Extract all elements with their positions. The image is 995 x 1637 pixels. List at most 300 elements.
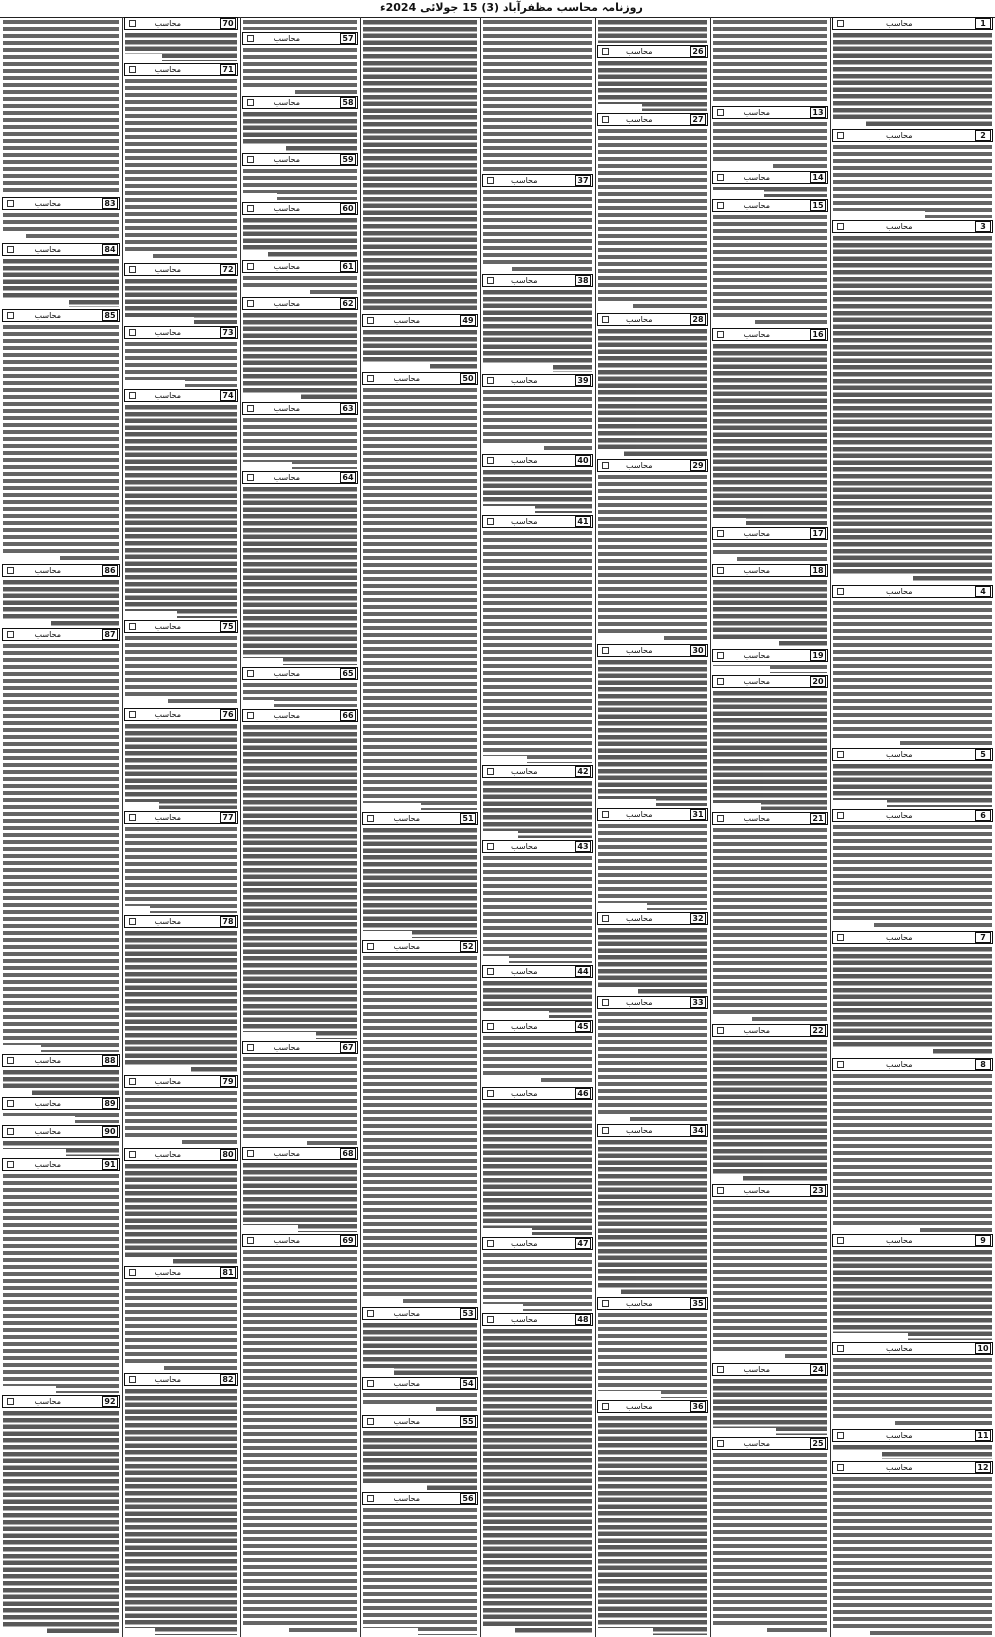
column-divider (240, 17, 241, 1637)
article-header (124, 1075, 238, 1088)
section-label: محاسب (626, 914, 653, 923)
article-header (124, 389, 238, 402)
article-text-block (483, 780, 592, 838)
section-label: محاسب (154, 1077, 181, 1086)
corner-mark-icon (487, 377, 494, 384)
corner-mark-icon (129, 1376, 136, 1383)
section-label: محاسب (511, 1022, 538, 1031)
section-label: محاسب (273, 473, 300, 482)
corner-mark-icon (7, 567, 14, 574)
article-number: 24 (810, 1364, 826, 1375)
article-header (712, 649, 828, 662)
corner-mark-icon (247, 205, 254, 212)
corner-mark-icon (487, 1023, 494, 1030)
article-header (832, 585, 993, 598)
article-number: 64 (340, 472, 356, 483)
news-column (240, 17, 360, 1637)
article-text-block (125, 78, 237, 261)
news-column (830, 17, 995, 1637)
article-number: 18 (810, 565, 826, 576)
article-header (2, 1054, 120, 1067)
corner-mark-icon (837, 588, 844, 595)
article-text-block (483, 1252, 592, 1311)
corner-mark-icon (602, 1300, 609, 1307)
article-text-block (833, 946, 992, 1056)
article-number: 44 (575, 966, 591, 977)
article-header (124, 263, 238, 276)
corner-mark-icon (129, 392, 136, 399)
article-number: 55 (460, 1416, 476, 1427)
section-label: محاسب (626, 315, 653, 324)
article-number: 88 (102, 1055, 118, 1066)
article-text-block (363, 1430, 477, 1490)
page-body (0, 17, 995, 1637)
corner-mark-icon (7, 1128, 14, 1135)
article-number: 63 (340, 403, 356, 414)
article-number: 72 (220, 264, 236, 275)
article-number: 84 (102, 244, 118, 255)
article-text-block (363, 1392, 477, 1413)
article-text-block (243, 19, 357, 30)
article-text-block (713, 1378, 827, 1435)
article-header (597, 1297, 708, 1310)
article-text-block (713, 214, 827, 326)
article-header (832, 748, 993, 761)
article-number: 45 (575, 1021, 591, 1032)
article-header (242, 297, 358, 310)
article-header (124, 1148, 238, 1161)
article-header (597, 1124, 708, 1137)
article-header (2, 1158, 120, 1171)
section-label: محاسب (154, 391, 181, 400)
news-column (710, 17, 830, 1637)
section-label: محاسب (34, 311, 61, 320)
article-header (712, 106, 828, 119)
section-label: محاسب (154, 622, 181, 631)
article-number: 17 (810, 528, 826, 539)
section-label: محاسب (154, 328, 181, 337)
corner-mark-icon (129, 329, 136, 336)
section-label: محاسب (154, 65, 181, 74)
section-label: محاسب (886, 933, 913, 942)
article-number: 85 (102, 310, 118, 321)
section-label: محاسب (743, 1439, 770, 1448)
article-header (242, 153, 358, 166)
article-number: 1 (975, 18, 991, 29)
article-header (124, 1373, 238, 1386)
article-number: 73 (220, 327, 236, 338)
article-header (242, 667, 358, 680)
section-label: محاسب (393, 814, 420, 823)
article-number: 12 (975, 1462, 991, 1473)
article-number: 42 (575, 766, 591, 777)
section-label: محاسب (511, 456, 538, 465)
corner-mark-icon (129, 814, 136, 821)
article-header (362, 372, 478, 385)
article-text-block (833, 235, 992, 583)
article-text-block (243, 1056, 357, 1145)
article-text-block (125, 1163, 237, 1264)
article-header (597, 644, 708, 657)
article-text-block (833, 763, 992, 807)
article-header (712, 1437, 828, 1450)
article-header (242, 402, 358, 415)
article-number: 90 (102, 1126, 118, 1137)
article-header (832, 1429, 993, 1442)
corner-mark-icon (247, 1044, 254, 1051)
article-number: 54 (460, 1378, 476, 1389)
section-label: محاسب (743, 1365, 770, 1374)
article-header (362, 812, 478, 825)
article-text-block (713, 343, 827, 525)
article-header (242, 709, 358, 722)
section-label: محاسب (34, 1397, 61, 1406)
corner-mark-icon (367, 375, 374, 382)
section-label: محاسب (154, 1375, 181, 1384)
article-header (482, 965, 593, 978)
article-header (362, 314, 478, 327)
article-text-block (363, 387, 477, 810)
corner-mark-icon (129, 1078, 136, 1085)
article-text-block (243, 47, 357, 94)
section-label: محاسب (34, 1099, 61, 1108)
section-label: محاسب (886, 1236, 913, 1245)
article-header (832, 129, 993, 142)
article-number: 31 (690, 809, 706, 820)
section-label: محاسب (626, 646, 653, 655)
article-number: 81 (220, 1267, 236, 1278)
article-number: 71 (220, 64, 236, 75)
article-header (712, 1363, 828, 1376)
corner-mark-icon (247, 156, 254, 163)
section-label: محاسب (34, 566, 61, 575)
article-text-block (483, 1102, 592, 1235)
section-label: محاسب (273, 404, 300, 413)
article-text-block (833, 824, 992, 929)
article-number: 38 (575, 275, 591, 286)
article-header (124, 708, 238, 721)
article-number: 14 (810, 172, 826, 183)
corner-mark-icon (247, 474, 254, 481)
corner-mark-icon (717, 202, 724, 209)
section-label: محاسب (34, 199, 61, 208)
corner-mark-icon (7, 200, 14, 207)
article-header (124, 63, 238, 76)
section-label: محاسب (511, 1089, 538, 1098)
article-header (124, 326, 238, 339)
section-label: محاسب (393, 316, 420, 325)
section-label: محاسب (393, 1379, 420, 1388)
section-label: محاسب (886, 222, 913, 231)
article-number: 27 (690, 114, 706, 125)
section-label: محاسب (273, 1236, 300, 1245)
article-number: 21 (810, 813, 826, 824)
section-label: محاسب (743, 814, 770, 823)
article-header (832, 1461, 993, 1474)
article-text-block (125, 723, 237, 809)
section-label: محاسب (743, 1026, 770, 1035)
section-label: محاسب (273, 262, 300, 271)
article-text-block (125, 278, 237, 324)
news-column (480, 17, 595, 1637)
corner-mark-icon (717, 331, 724, 338)
corner-mark-icon (837, 812, 844, 819)
article-text-block (713, 1199, 827, 1361)
article-header (242, 260, 358, 273)
article-number: 32 (690, 913, 706, 924)
section-label: محاسب (154, 710, 181, 719)
section-label: محاسب (511, 1239, 538, 1248)
section-label: محاسب (273, 669, 300, 678)
section-label: محاسب (273, 34, 300, 43)
article-number: 52 (460, 941, 476, 952)
corner-mark-icon (129, 711, 136, 718)
newspaper-dateline: روزنامہ محاسب مظفرآباد (3) 15 جولائی 2024ء (380, 1, 643, 14)
corner-mark-icon (129, 1151, 136, 1158)
article-header (832, 17, 993, 30)
corner-mark-icon (247, 99, 254, 106)
corner-mark-icon (837, 1345, 844, 1352)
article-text-block (3, 1112, 119, 1123)
article-number: 78 (220, 916, 236, 927)
section-label: محاسب (273, 98, 300, 107)
article-header (597, 912, 708, 925)
article-number: 70 (220, 18, 236, 29)
article-text-block (598, 823, 707, 910)
article-text-block (598, 474, 707, 642)
section-label: محاسب (743, 1186, 770, 1195)
article-text-block (713, 579, 827, 647)
article-text-block (243, 1249, 357, 1635)
corner-mark-icon (247, 300, 254, 307)
corner-mark-icon (487, 843, 494, 850)
corner-mark-icon (717, 1440, 724, 1447)
corner-mark-icon (837, 1432, 844, 1439)
article-header (832, 1234, 993, 1247)
article-text-block (243, 1162, 357, 1232)
article-text-block (243, 217, 357, 258)
corner-mark-icon (487, 768, 494, 775)
news-column (122, 17, 240, 1637)
section-label: محاسب (886, 1431, 913, 1440)
article-number: 35 (690, 1298, 706, 1309)
article-text-block (483, 1035, 592, 1085)
article-text-block (363, 827, 477, 938)
masthead-strip (0, 0, 995, 18)
article-header (482, 1313, 593, 1326)
article-header (597, 45, 708, 58)
section-label: محاسب (886, 1463, 913, 1472)
corner-mark-icon (602, 462, 609, 469)
article-text-block (3, 1140, 119, 1156)
article-header (712, 564, 828, 577)
article-text-block (483, 530, 592, 763)
article-text-block (125, 1388, 237, 1635)
section-label: محاسب (886, 587, 913, 596)
article-header (362, 1415, 478, 1428)
article-number: 46 (575, 1088, 591, 1099)
article-header (2, 564, 120, 577)
article-header (712, 527, 828, 540)
section-label: محاسب (273, 711, 300, 720)
article-number: 34 (690, 1125, 706, 1136)
article-text-block (713, 121, 827, 169)
article-number: 25 (810, 1438, 826, 1449)
article-number: 29 (690, 460, 706, 471)
article-number: 16 (810, 329, 826, 340)
news-column (0, 17, 122, 1637)
section-label: محاسب (626, 47, 653, 56)
corner-mark-icon (247, 35, 254, 42)
article-header (712, 171, 828, 184)
article-number: 15 (810, 200, 826, 211)
article-header (482, 454, 593, 467)
section-label: محاسب (886, 131, 913, 140)
article-number: 69 (340, 1235, 356, 1246)
article-header (124, 915, 238, 928)
column-divider (122, 17, 123, 1637)
article-number: 86 (102, 565, 118, 576)
column-divider (830, 17, 831, 1637)
article-text-block (713, 1039, 827, 1182)
corner-mark-icon (717, 678, 724, 685)
section-label: محاسب (511, 376, 538, 385)
article-number: 7 (975, 932, 991, 943)
corner-mark-icon (837, 20, 844, 27)
article-number: 92 (102, 1396, 118, 1407)
article-number: 65 (340, 668, 356, 679)
corner-mark-icon (487, 457, 494, 464)
article-number: 91 (102, 1159, 118, 1170)
article-header (242, 1234, 358, 1247)
corner-mark-icon (717, 652, 724, 659)
corner-mark-icon (717, 109, 724, 116)
corner-mark-icon (487, 1316, 494, 1323)
section-label: محاسب (743, 108, 770, 117)
article-header (482, 765, 593, 778)
corner-mark-icon (717, 174, 724, 181)
section-label: محاسب (273, 155, 300, 164)
corner-mark-icon (717, 567, 724, 574)
article-text-block (483, 1328, 592, 1635)
section-label: محاسب (626, 998, 653, 1007)
corner-mark-icon (837, 751, 844, 758)
article-text-block (483, 19, 592, 172)
corner-mark-icon (602, 915, 609, 922)
article-header (124, 811, 238, 824)
corner-mark-icon (602, 48, 609, 55)
article-text-block (483, 189, 592, 272)
article-text-block (243, 486, 357, 665)
article-header (362, 1492, 478, 1505)
section-label: محاسب (886, 1344, 913, 1353)
article-number: 43 (575, 841, 591, 852)
article-number: 13 (810, 107, 826, 118)
corner-mark-icon (129, 20, 136, 27)
article-number: 74 (220, 390, 236, 401)
article-text-block (243, 724, 357, 1039)
article-number: 40 (575, 455, 591, 466)
article-number: 75 (220, 621, 236, 632)
article-number: 3 (975, 221, 991, 232)
corner-mark-icon (129, 1269, 136, 1276)
section-label: محاسب (743, 529, 770, 538)
section-label: محاسب (393, 1494, 420, 1503)
article-header (362, 1377, 478, 1390)
section-label: محاسب (34, 1160, 61, 1169)
section-label: محاسب (273, 1043, 300, 1052)
article-header (712, 812, 828, 825)
section-label: محاسب (273, 1149, 300, 1158)
article-header (482, 174, 593, 187)
article-text-block (125, 1090, 237, 1146)
article-number: 28 (690, 314, 706, 325)
article-number: 68 (340, 1148, 356, 1159)
section-label: محاسب (154, 1150, 181, 1159)
section-label: محاسب (743, 677, 770, 686)
article-header (597, 1400, 708, 1413)
section-label: محاسب (154, 19, 181, 28)
article-header (597, 996, 708, 1009)
article-number: 9 (975, 1235, 991, 1246)
article-text-block (483, 289, 592, 372)
corner-mark-icon (602, 1127, 609, 1134)
article-header (832, 1058, 993, 1071)
corner-mark-icon (367, 943, 374, 950)
section-label: محاسب (511, 1315, 538, 1324)
corner-mark-icon (367, 1380, 374, 1387)
article-header (482, 840, 593, 853)
article-text-block (833, 1357, 992, 1427)
article-text-block (833, 1476, 992, 1635)
news-column (360, 17, 480, 1637)
article-number: 10 (975, 1343, 991, 1354)
article-number: 60 (340, 203, 356, 214)
section-label: محاسب (393, 1309, 420, 1318)
article-header (482, 1237, 593, 1250)
section-label: محاسب (393, 1417, 420, 1426)
article-number: 37 (575, 175, 591, 186)
article-header (2, 1395, 120, 1408)
section-label: محاسب (511, 767, 538, 776)
article-text-block (363, 1507, 477, 1635)
corner-mark-icon (367, 317, 374, 324)
corner-mark-icon (7, 246, 14, 253)
corner-mark-icon (602, 647, 609, 654)
article-text-block (243, 275, 357, 295)
article-text-block (598, 1011, 707, 1122)
article-text-block (125, 32, 237, 61)
column-divider (360, 17, 361, 1637)
article-header (2, 197, 120, 210)
article-header (597, 113, 708, 126)
article-text-block (483, 980, 592, 1018)
article-header (242, 1041, 358, 1054)
article-header (712, 1184, 828, 1197)
article-text-block (3, 1173, 119, 1393)
section-label: محاسب (886, 1060, 913, 1069)
article-number: 20 (810, 676, 826, 687)
article-number: 83 (102, 198, 118, 209)
section-label: محاسب (626, 810, 653, 819)
article-number: 39 (575, 375, 591, 386)
article-number: 48 (575, 1314, 591, 1325)
section-label: محاسب (34, 1127, 61, 1136)
article-text-block (243, 111, 357, 151)
section-label: محاسب (743, 330, 770, 339)
article-text-block (598, 19, 707, 43)
article-text-block (713, 542, 827, 562)
